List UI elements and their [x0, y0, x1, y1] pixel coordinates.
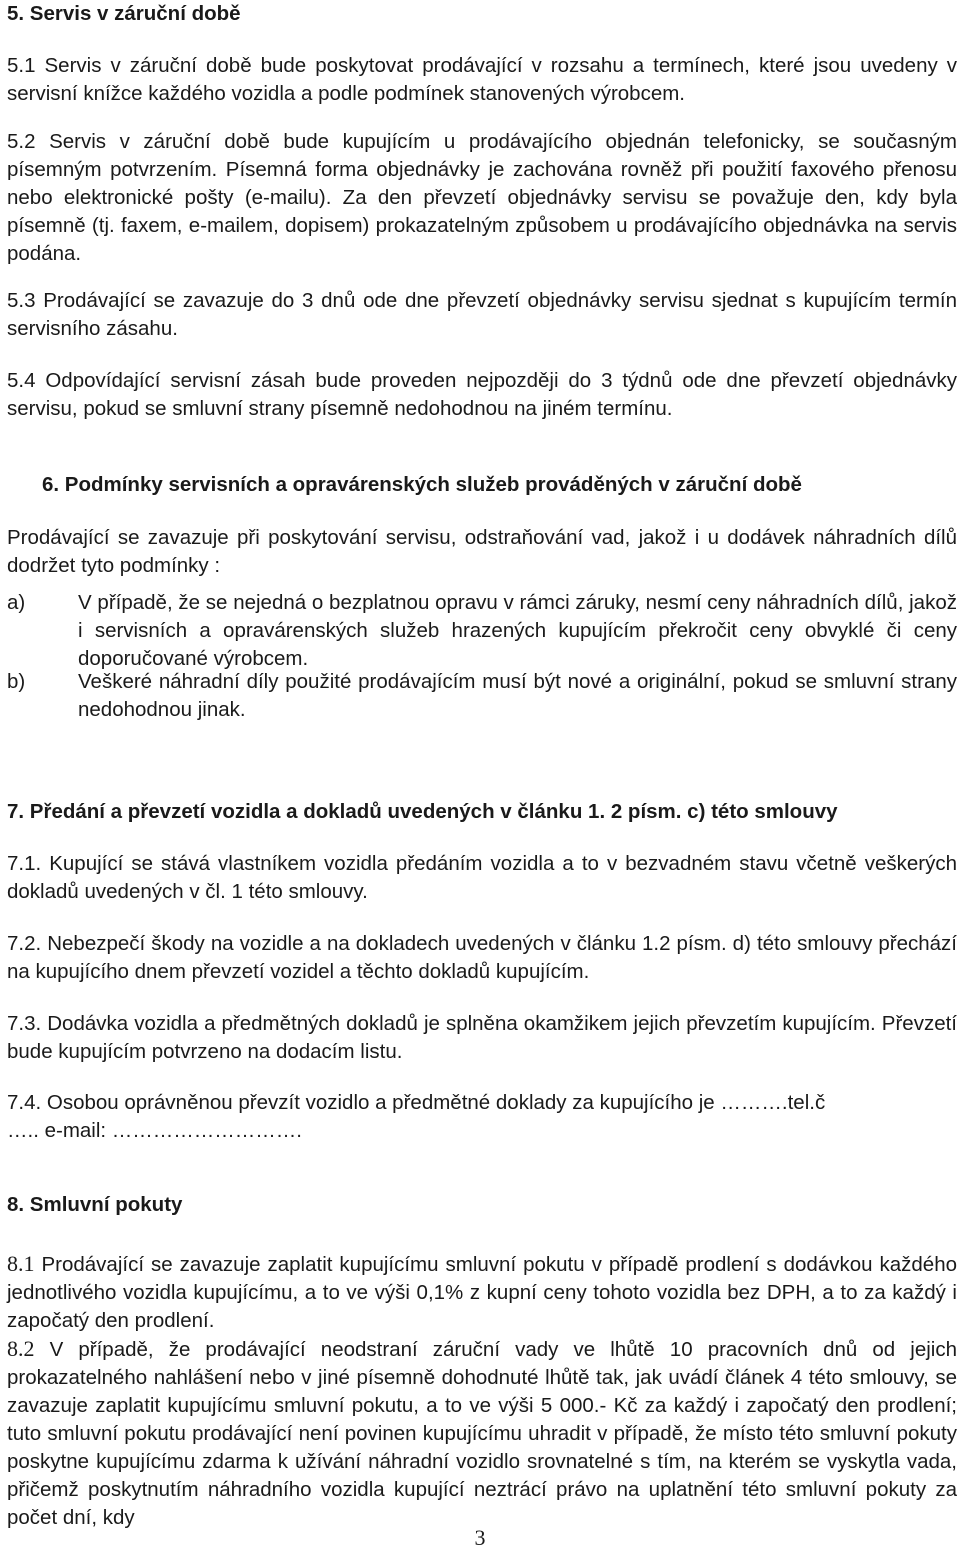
paragraph-7-2: 7.2. Nebezpečí škody na vozidle a na dokladech uvedených v článku 1.2 písm. d) této smlouvy přechází na kupujícího dnem převzetí vozidel a těchto dokladů kupujícím. [7, 932, 957, 983]
paragraph-5-2: 5.2 Servis v záruční době bude kupujícím u prodávajícího objednán telefonicky, se současným písemným potvrzením. Písemná forma objednávky je zachována rovněž při použití faxového přenosu nebo elektronické pošty (e-mailu). Za den převzetí objednávky servisu se považuje den, kdy byla písemně (tj. faxem, e-mailem, dopisem) prokazatelným způsobem u prodávajícího objednávka na servis podána. [7, 130, 957, 265]
section-6-heading: 6. Podmínky servisních a opravárenských služeb prováděných v záruční době [42, 473, 802, 496]
paragraph-8-2 [7, 1335, 957, 1532]
section-5-heading: 5. Servis v záruční době [7, 2, 241, 25]
paragraph-8-1-text: Prodávající se zavazuje zaplatit kupujícímu smluvní pokutu v případě prodlení s dodávkou každého jednotlivého vozidla kupujícímu, a to ve výši 0,1% z kupní ceny tohoto vozidla bez DPH, a to za každý i započatý den prodlení. [7, 1253, 957, 1332]
paragraph-7-1: 7.1. Kupující se stává vlastníkem vozidla předáním vozidla a to v bezvadném stavu včetně veškerých dokladů uvedených v čl. 1 této smlouvy. [7, 852, 957, 903]
paragraph-8-1 [7, 1250, 957, 1335]
list-item-text: Veškeré náhradní díly použité prodávajícím musí být nové a originální, pokud se smluvní strany nedohodnou jinak. [78, 670, 957, 721]
paragraph-number: 8.1 [7, 1251, 35, 1276]
paragraph-5-1: 5.1 Servis v záruční době bude poskytovat prodávající v rozsahu a termínech, které jsou uvedeny v servisní knížce každého vozidla a podle podmínek stanovených výrobcem. [7, 54, 957, 105]
paragraph-5-4: 5.4 Odpovídající servisní zásah bude proveden nejpozději do 3 týdnů ode dne převzetí objednávky servisu, pokud se smluvní strany písemně nedohodnou na jiném termínu. [7, 369, 957, 420]
paragraph-number: 8.2 [7, 1336, 35, 1361]
paragraph-7-3: 7.3. Dodávka vozidla a předmětných dokladů je splněna okamžikem jejich převzetím kupujícím. Převzetí bude kupujícím potvrzeno na dodacím listu. [7, 1012, 957, 1063]
paragraph-7-4-label: 7.4. Osobou oprávněnou převzít vozidlo a předmětné doklady za kupujícího je [7, 1091, 715, 1114]
section-7-heading: 7. Předání a převzetí vozidla a dokladů uvedených v článku 1. 2 písm. c) této smlouvy [7, 800, 838, 823]
email-placeholder: ….. e-mail: ………………………. [7, 1119, 302, 1142]
list-item-text: V případě, že se nejedná o bezplatnou opravu v rámci záruky, nesmí ceny náhradních dílů, jakož i servisních a opravárenských služeb hrazených kupujícím překročit ceny obvyklé či ceny doporučované výrobcem. [78, 591, 957, 670]
list-marker: b) [7, 670, 26, 693]
section-8-heading: 8. Smluvní pokuty [7, 1193, 183, 1216]
list-marker: a) [7, 591, 26, 614]
paragraph-6-intro: Prodávající se zavazuje při poskytování servisu, odstraňování vad, jakož i u dodávek náhradních dílů dodržet tyto podmínky : [7, 526, 957, 577]
paragraph-8-2-text: V případě, že prodávající neodstraní záruční vady ve lhůtě 10 pracovních dnů od jejich prokazatelného nahlášení nebo v jiné písemně dohodnuté lhůtě tak, jak uvádí článek 4 této smlouvy, se zavazuje zaplatit kupujícímu smluvní pokutu, a to ve výši 5 000.- Kč za každý i započatý den prodlení; tuto smluvní pokutu prodávající není povinen kupujícímu uhradit v případě, že místo této smluvní pokuty poskytne kupujícímu zdarma k užívání náhradní vozidlo srovnatelné s tím, na kterém se vyskytla vada, přičemž poskytnutím náhradního vozidla kupující neztrácí právo na uplatnění této smluvní pokuty za počet dní, kdy [7, 1338, 957, 1529]
list-item-a [7, 589, 957, 673]
phone-placeholder: ……….tel.č [720, 1091, 826, 1114]
list-item-b [7, 668, 957, 724]
page-number: 3 [474, 1525, 486, 1550]
paragraph-7-4 [7, 1089, 957, 1145]
paragraph-5-3: 5.3 Prodávající se zavazuje do 3 dnů ode dne převzetí objednávky servisu sjednat s kupujícím termín servisního zásahu. [7, 289, 957, 340]
